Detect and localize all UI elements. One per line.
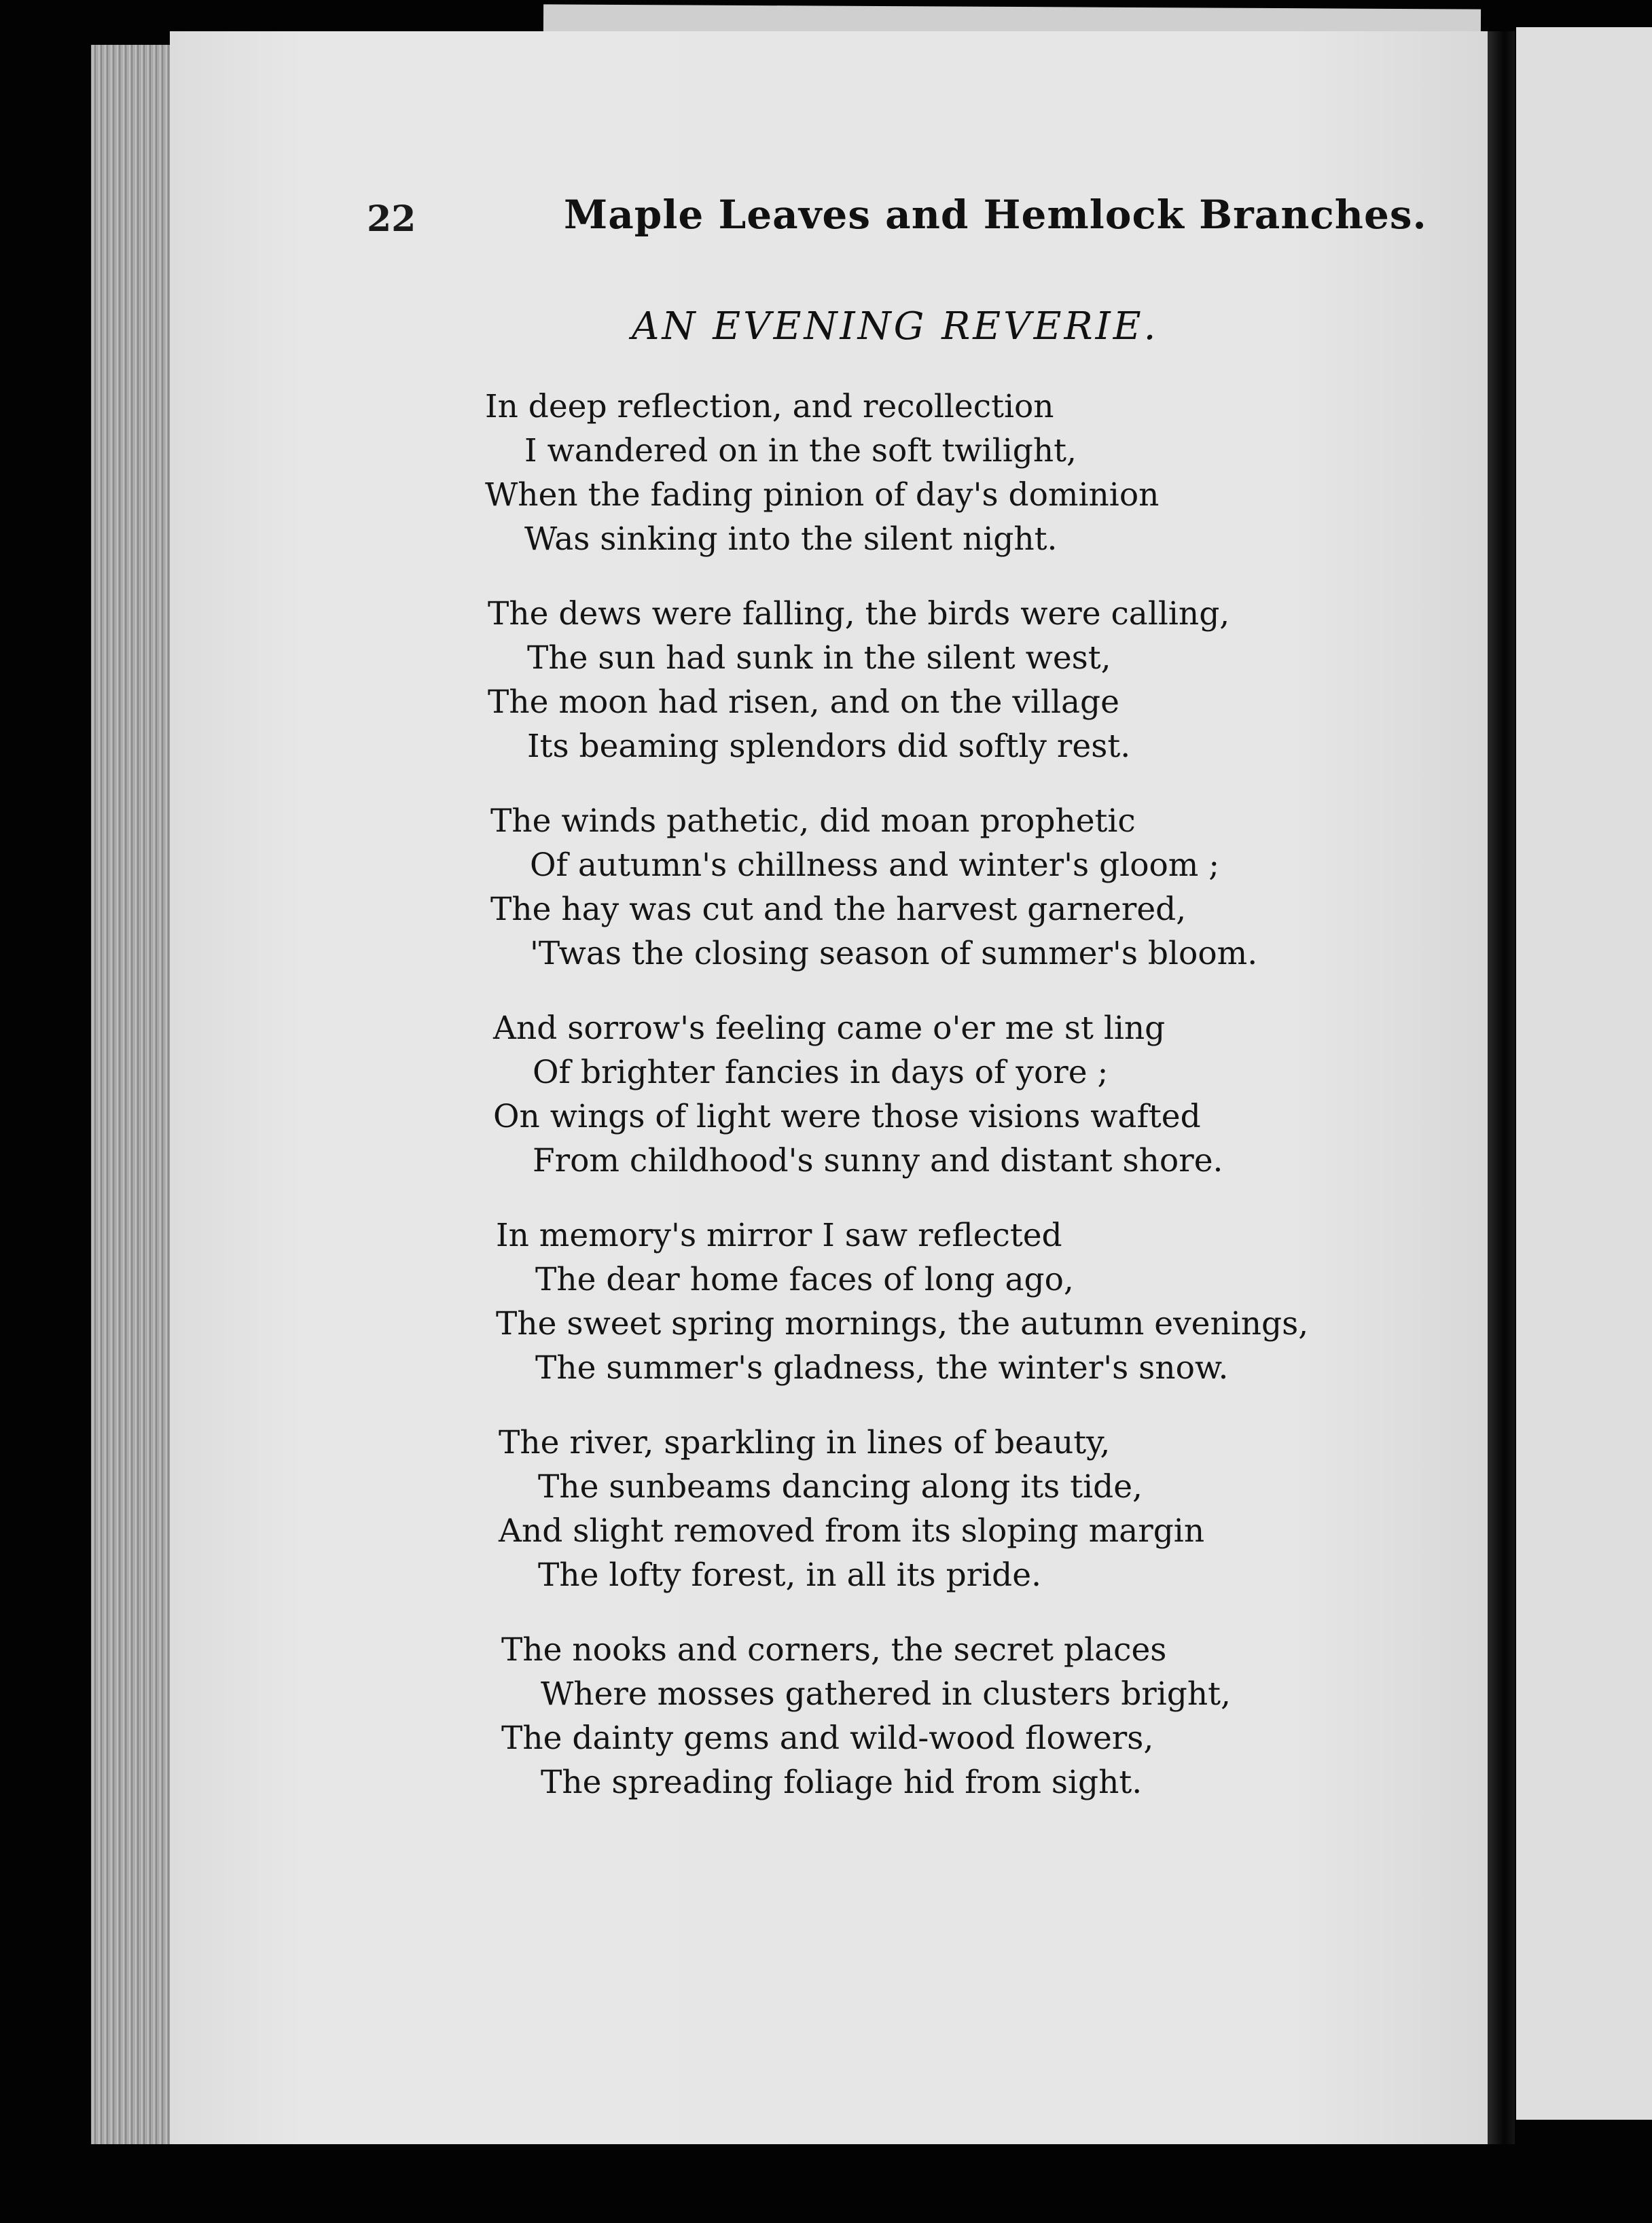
page-header: [367, 192, 1427, 246]
poem-line: The dear home faces of long ago,: [535, 1261, 1074, 1298]
poem-line: The dews were falling, the birds were calling,: [488, 595, 1230, 633]
poem-line: The sun had sunk in the silent west,: [527, 639, 1111, 677]
poem-line: I wandered on in the soft twilight,: [524, 432, 1077, 469]
poem-line: The hay was cut and the harvest garnered,: [490, 891, 1187, 928]
poem-line: Of autumn's chillness and winter's gloom ;: [530, 847, 1220, 884]
poem-line: The lofty forest, in all its pride.: [538, 1557, 1042, 1594]
poem-line: In memory's mirror I saw reflected: [496, 1217, 1062, 1254]
poem-line: In deep reflection, and recollection: [485, 388, 1054, 425]
poem-line: When the fading pinion of day's dominion: [485, 476, 1160, 514]
facing-page-edge: [1516, 27, 1652, 2120]
poem-line: And sorrow's feeling came o'er me st ling: [493, 1010, 1166, 1047]
poem-line: The dainty gems and wild-wood flowers,: [501, 1720, 1154, 1757]
poem-line: The moon had risen, and on the village: [488, 683, 1119, 721]
poem-line: The spreading foliage hid from sight.: [541, 1764, 1143, 1801]
page-stack-edges: [91, 45, 173, 2144]
stanza: [488, 592, 1368, 768]
page-number: 22: [367, 198, 416, 240]
stanza: [485, 385, 1368, 561]
poem-line: The sunbeams dancing along its tide,: [538, 1468, 1143, 1506]
poem-line: The winds pathetic, did moan prophetic: [490, 802, 1136, 840]
poem-line: Where mosses gathered in clusters bright,: [541, 1675, 1231, 1713]
poem-line: The sweet spring mornings, the autumn evenings,: [496, 1305, 1309, 1342]
poem-line: Was sinking into the silent night.: [524, 520, 1058, 558]
stanza: [501, 1628, 1368, 1804]
poem-line: 'Twas the closing season of summer's bloom.: [530, 935, 1258, 972]
poem-line: On wings of light were those visions wafted: [493, 1098, 1201, 1135]
poem-line: From childhood's sunny and distant shore.: [533, 1142, 1223, 1179]
stanza: [496, 1213, 1368, 1390]
poem-line: The summer's gladness, the winter's snow.: [535, 1349, 1229, 1387]
poem-line: Of brighter fancies in days of yore ;: [533, 1054, 1109, 1091]
poem-line: And slight removed from its sloping margin: [499, 1512, 1205, 1550]
poem-line: The nooks and corners, the secret places: [501, 1631, 1167, 1669]
stanza: [499, 1421, 1368, 1597]
stanza: [490, 799, 1368, 976]
poem-line: Its beaming splendors did softly rest.: [527, 728, 1131, 765]
poem-title: AN EVENING REVERIE.: [632, 304, 1159, 349]
poem-body: [485, 385, 1368, 1835]
stanza: [493, 1006, 1368, 1183]
binding-gutter: [1488, 31, 1515, 2144]
poem-line: The river, sparkling in lines of beauty,: [499, 1424, 1111, 1461]
running-title: Maple Leaves and Hemlock Branches.: [564, 192, 1427, 238]
